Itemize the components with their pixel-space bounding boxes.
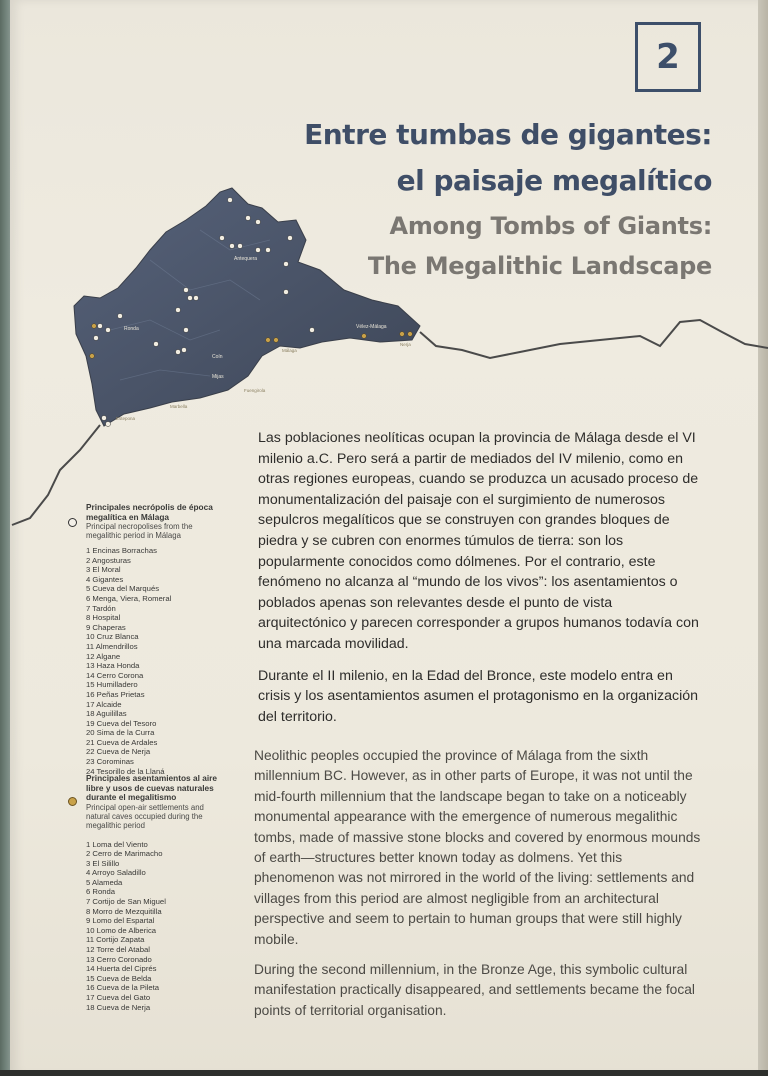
necropolis-item: 24 Tesorillo de la Llaná [86,766,165,776]
legend-necropolis-heading: Principales necrópolis de época megalítica en Málaga [86,502,213,522]
necropolis-item: 5 Cueva del Marqués [86,584,160,594]
necropolis-item: 12 Algane [86,651,121,661]
legend-settlements [86,774,246,1012]
necropolis-item: 16 Peñas Prietas [86,689,145,699]
map-label-ronda: Ronda [124,326,139,332]
necropolis-item: 2 Angosturas [86,555,131,565]
paragraph-es-2: Durante el II milenio, en la Edad del Bronce, este modelo entra en crisis y los asentamientos asumen el protagonismo en la organización del territorio. [258,667,699,725]
paragraph-en-1: Neolithic peoples occupied the province of Málaga from the sixth millennium BC. However, as in other parts of Europe, it was not until the mid-fourth millennium that the landscape began to take on a noticeably monumental appearance with the emergence of numerous megalithic tombs, made of massive stone blocks and covered by enormous mounds of earth—structures better known today as dolmens. Yet this phenomenon was not mirrored in the world of the living: settlements and villages from this period are almost negligible from an architectural perspective and seem to pertain to human groups that were still highly mobile. [254,748,701,947]
floor-shadow [0,1070,768,1076]
necropolis-item: 17 Alcaide [86,699,122,709]
settlements-list [86,840,246,1013]
title-en-line-2: The Megalithic Landscape [367,252,712,280]
map-label-antequera: Antequera [234,256,258,262]
map-label-mijas: Mijas [212,374,224,380]
necropolis-item: 7 Tardón [86,603,116,613]
necropolis-list [86,546,246,776]
map-label-coin: Coín [212,354,223,360]
settlements-item: 12 Torre del Atabal [86,945,150,955]
settlements-item: 2 Cerro de Marimacho [86,849,163,859]
body-text-spanish [258,428,704,738]
settlements-legend-marker [68,797,77,806]
settlements-item: 4 Arroyo Saladillo [86,868,146,878]
legend-necropolis [86,503,246,776]
necropolis-item: 9 Chaperas [86,622,126,632]
paragraph-es-1: Las poblaciones neolíticas ocupan la provincia de Málaga desde el VI milenio a.C. Pero será a partir de mediados del IV milenio, como en otras regiones europeas, cuando se produzca un acusado proceso de monumentalización del paisaje con el surgimiento de numerosos sepulcros megalíticos que se construyen con grandes bloques de piedra y se cubren con enormes túmulos de tierra: son los popularmente conocidos como dólmenes. Por el contrario, este fenómeno no alcanza al “mundo de los vivos”: los asentamientos o poblados apenas son relevantes desde el punto de vista arquitectónico y parecen corresponder a grupos humanos todavía con una marcada movilidad. [258,430,699,652]
settlements-item: 6 Ronda [86,887,116,897]
settlements-item: 15 Cueva de Belda [86,973,152,983]
settlements-item: 1 Loma del Viento [86,839,148,849]
settlements-item: 17 Cueva del Gato [86,993,151,1002]
coastline-trace [420,320,768,358]
settlements-item: 8 Morro de Mezquitilla [86,906,162,916]
necropolis-item: 1 Encinas Borrachas [86,546,157,555]
legend-necropolis-subheading: Principal necropolises from the megalithic period in Málaga [86,522,193,540]
settlements-item: 14 Huerta del Ciprés [86,964,157,974]
settlements-item: 7 Cortijo de San Miguel [86,897,166,907]
necropolis-item: 6 Menga, Viera, Romeral [86,593,172,603]
necropolis-item: 8 Hospital [86,613,121,623]
map-label-marbella: Marbella [170,404,188,409]
settlements-item: 9 Lomo del Espartal [86,916,155,926]
map-label-nerja: Nerja [400,342,411,347]
title-es-line-1: Entre tumbas de gigantes: [304,118,712,151]
settlements-item: 3 El Silillo [86,858,120,868]
title-es-line-2: el paisaje megalítico [396,164,712,197]
necropolis-item: 15 Humilladero [86,680,138,690]
settlements-item: 16 Cueva de la Pileta [86,983,160,993]
paragraph-en-2: During the second millennium, in the Bronze Age, this symbolic cultural manifestation practically disappeared, and settlements became the focal points of territorial organisation. [254,962,695,1018]
map-label-estepona: Estepona [116,416,136,421]
necropolis-item: 23 Corominas [86,757,134,767]
necropolis-item: 22 Cueva de Nerja [86,747,151,757]
necropolis-item: 4 Gigantes [86,574,124,584]
settlements-item: 5 Alameda [86,877,123,887]
map-label-fuengirola: Fuengirola [244,388,266,393]
map-label-velez: Vélez-Málaga [356,324,387,330]
settlements-item: 18 Cueva de Nerja [86,1002,151,1012]
settlements-item: 13 Cerro Coronado [86,954,152,964]
settlements-item: 11 Cortijo Zapata [86,935,145,945]
body-text-english [254,746,706,1031]
necropolis-legend-marker [68,518,77,527]
necropolis-item: 19 Cueva del Tesoro [86,718,157,728]
necropolis-item: 18 Aguilillas [86,709,127,719]
necropolis-item: 20 Sima de la Curra [86,728,155,738]
legend-settlements-subheading: Principal open-air settlements and natural caves occupied during the megalithic period [86,802,204,830]
necropolis-item: 14 Cerro Corona [86,670,144,680]
necropolis-item: 21 Cueva de Ardales [86,737,158,747]
legend-settlements-heading: Principales asentamientos al aire libre y usos de cuevas naturales durante el megalitismo [86,773,217,802]
settlements-item: 10 Lomo de Alberica [86,925,157,935]
necropolis-item: 13 Haza Honda [86,661,140,671]
panel-number: 2 [635,22,701,92]
necropolis-item: 10 Cruz Blanca [86,632,139,642]
necropolis-item: 3 El Moral [86,565,121,575]
map-label-malaga: Málaga [282,348,297,353]
necropolis-item: 11 Almendrillos [86,641,138,651]
title-en-line-1: Among Tombs of Giants: [389,212,712,240]
